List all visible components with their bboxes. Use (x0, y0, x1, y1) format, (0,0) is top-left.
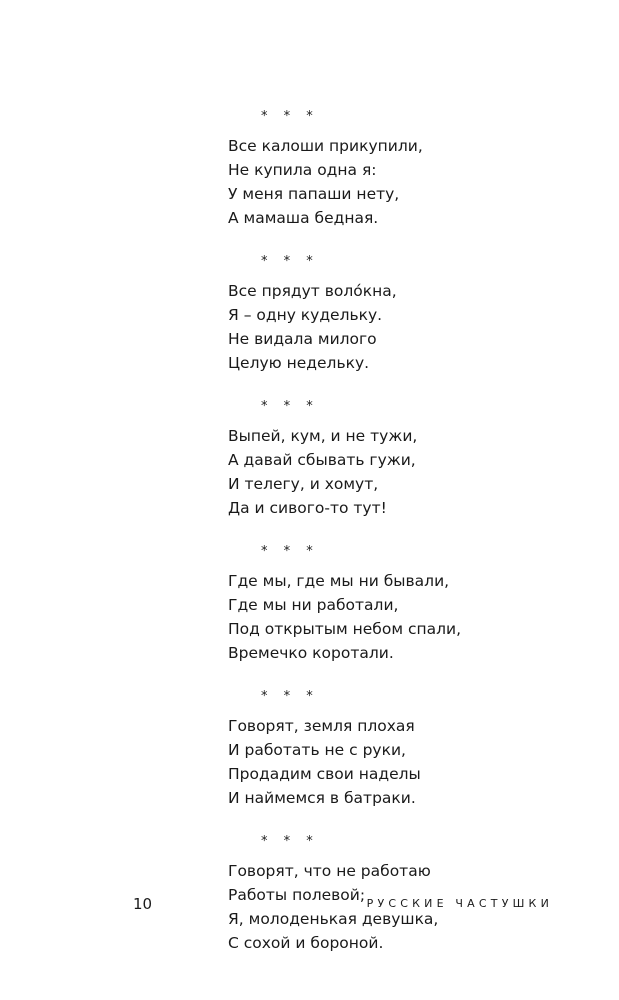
verse-line: И работать не с руки, (228, 741, 406, 759)
verse-3 (228, 396, 588, 520)
verse-line: Все калоши прикупили, (228, 137, 423, 155)
verse-line: Я, молоденькая девушка, (228, 910, 439, 928)
verse-line: А мамаша бедная. (228, 209, 379, 227)
verse-6 (228, 831, 588, 955)
verse-1 (228, 106, 588, 230)
verse-separator: * * * (261, 399, 319, 414)
verse-line: А давай сбывать гужи, (228, 451, 416, 469)
verse-2 (228, 251, 588, 375)
verse-line: У меня папаши нету, (228, 185, 400, 203)
verses-container (228, 106, 588, 976)
verse-4 (228, 541, 588, 665)
verse-separator: * * * (261, 109, 319, 124)
verse-line: Где мы, где мы ни бывали, (228, 572, 450, 590)
verse-line: И телегу, и хомут, (228, 475, 379, 493)
verse-separator: * * * (261, 254, 319, 269)
verse-line: Под открытым небом спали, (228, 620, 462, 638)
verse-line: Продадим свои наделы (228, 765, 421, 783)
verse-line: Выпей, кум, и не тужи, (228, 427, 418, 445)
verse-line: И наймемся в батраки. (228, 789, 416, 807)
verse-line: Я – одну кудельку. (228, 306, 383, 324)
verse-line: Работы полевой; (228, 886, 366, 904)
page-number: 10 (133, 895, 153, 913)
verse-line: Все прядут воло́кна, (228, 282, 397, 300)
verse-line: Где мы ни работали, (228, 596, 399, 614)
verse-5 (228, 686, 588, 810)
verse-line: Не купила одна я: (228, 161, 377, 179)
verse-line: Говорят, земля плохая (228, 717, 415, 735)
verse-line: Говорят, что не работаю (228, 862, 431, 880)
running-title: РУССКИЕ ЧАСТУШКИ (366, 897, 553, 910)
verse-line: Времечко коротали. (228, 644, 394, 662)
verse-separator: * * * (261, 544, 319, 559)
verse-separator: * * * (261, 689, 319, 704)
verse-line: С сохой и бороной. (228, 934, 384, 952)
verse-line: Да и сивого-то тут! (228, 499, 387, 517)
verse-line: Не видала милого (228, 330, 377, 348)
verse-separator: * * * (261, 834, 319, 849)
verse-line: Целую недельку. (228, 354, 370, 372)
